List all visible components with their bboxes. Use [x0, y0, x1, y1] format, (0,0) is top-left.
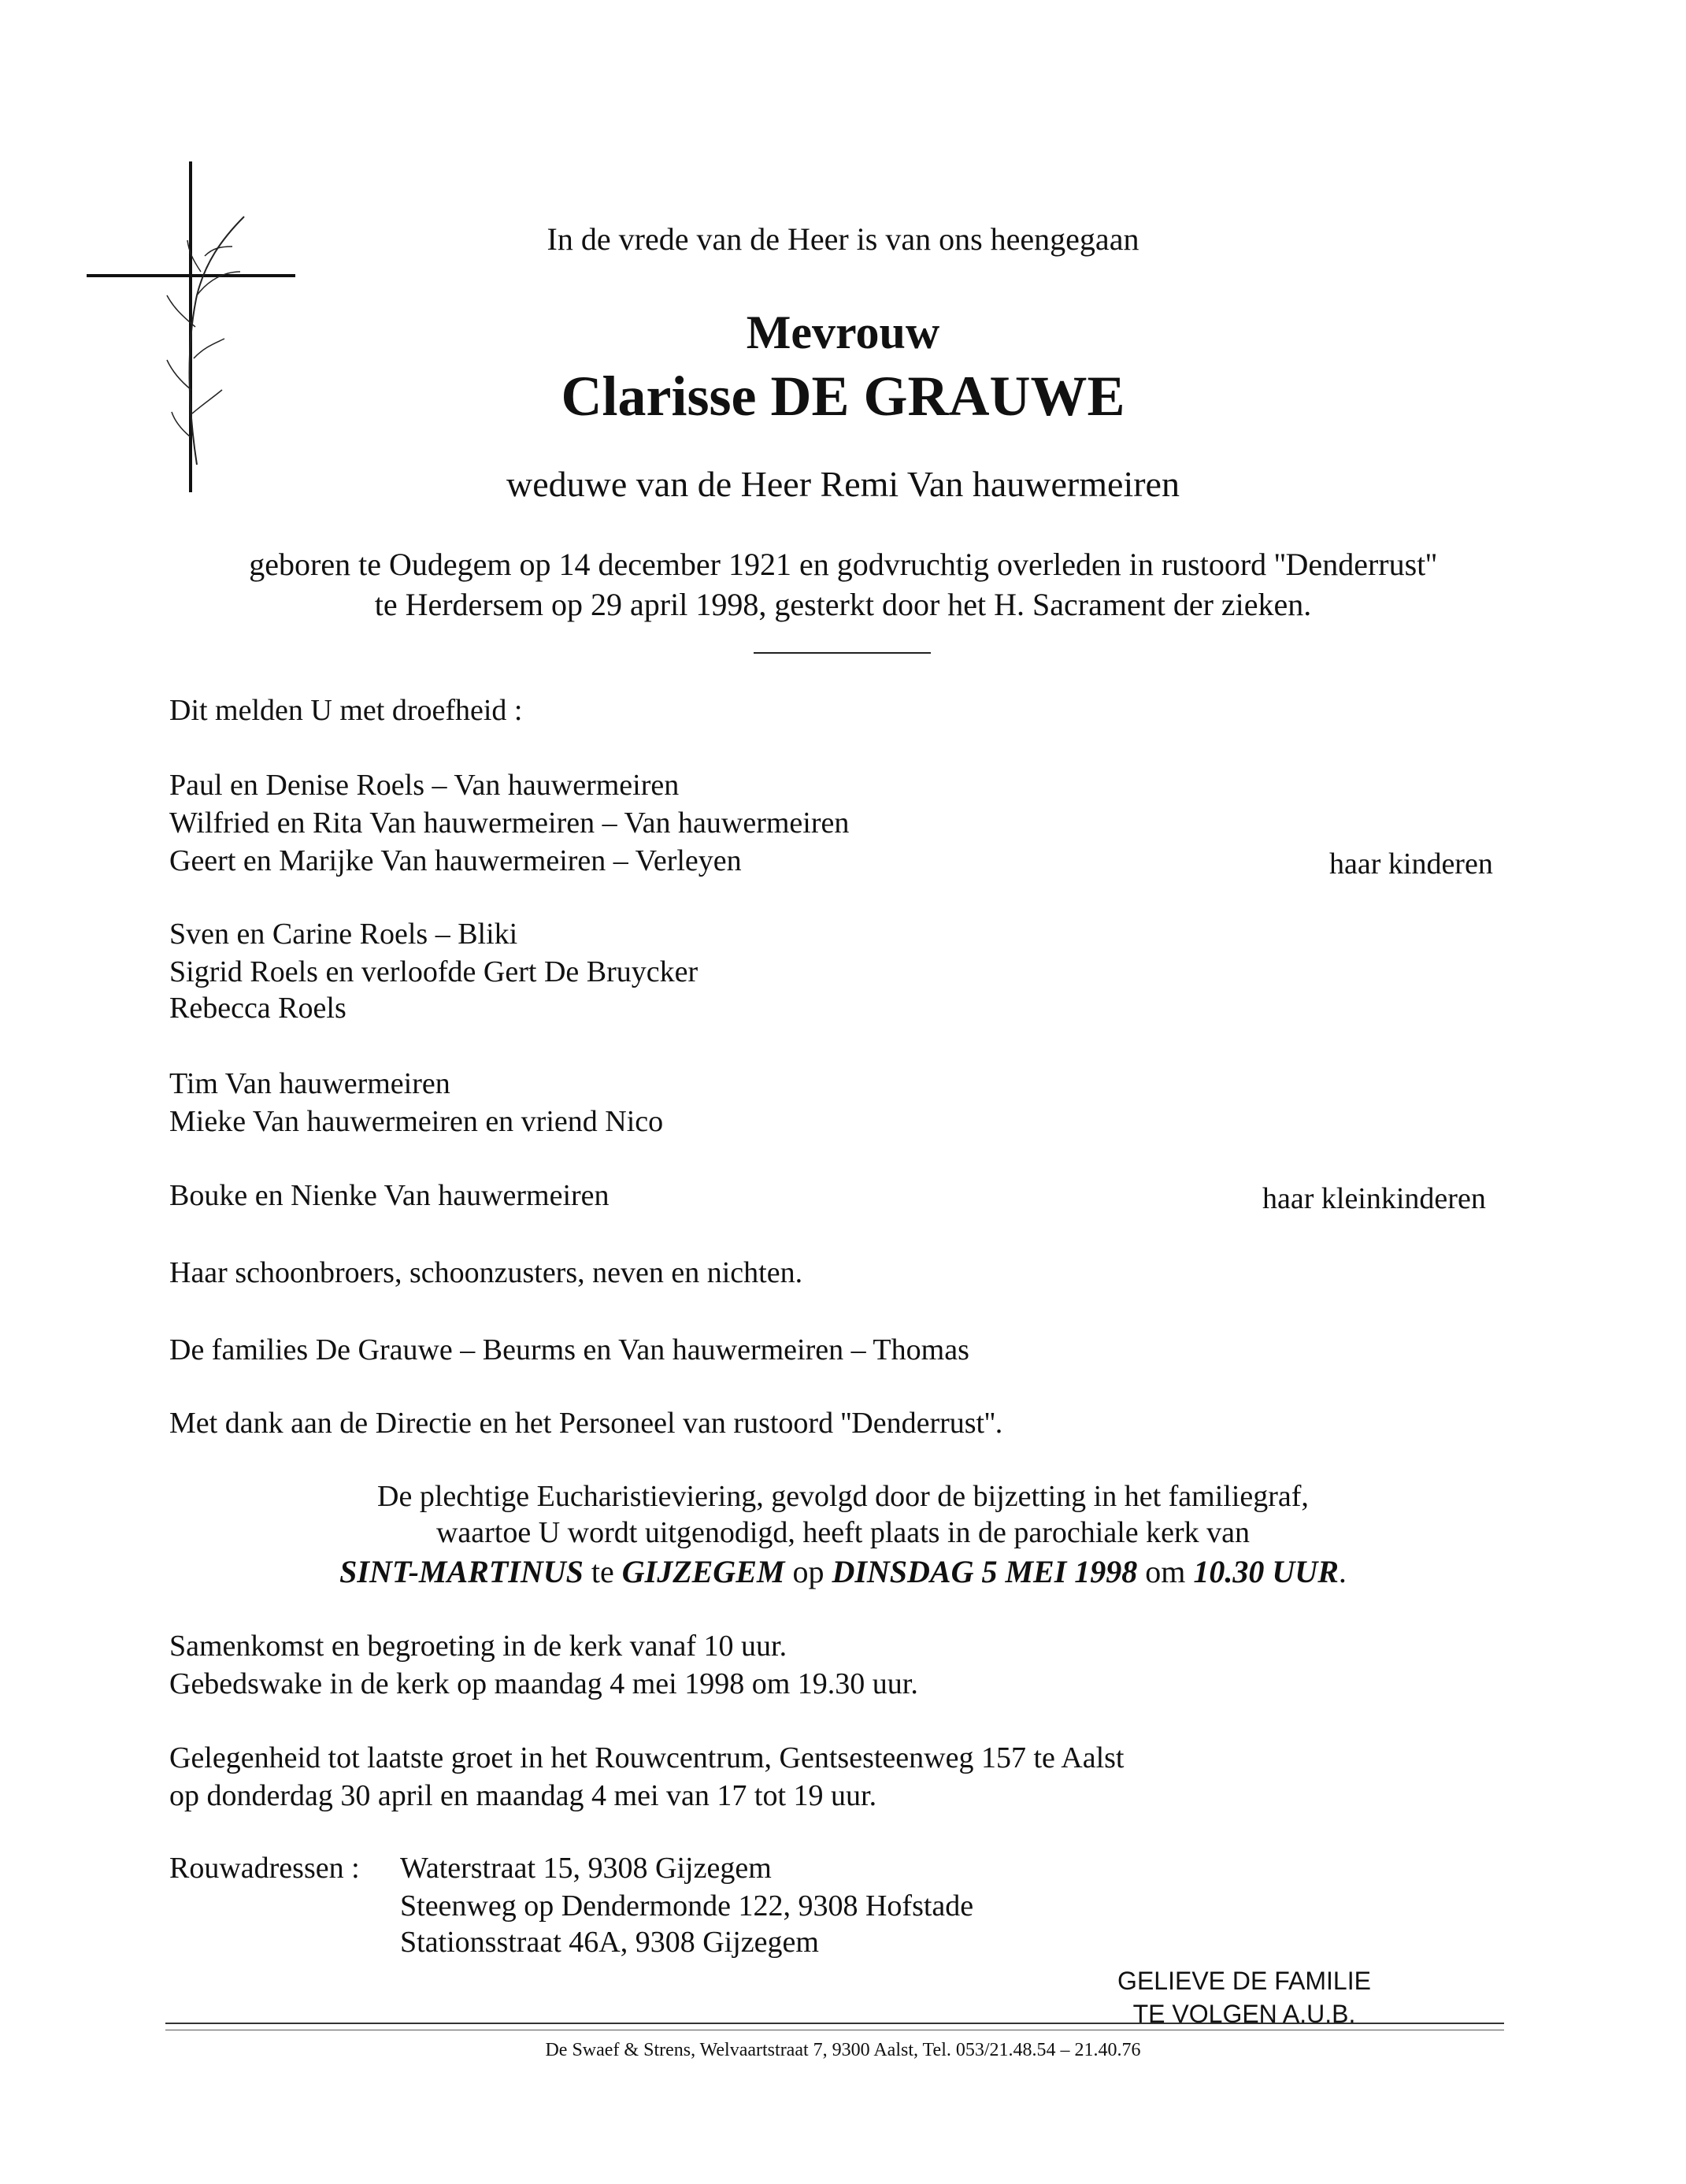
grandchild-line: Bouke en Nienke Van hauwermeiren	[169, 1179, 610, 1212]
notice-line-2: TE VOLGEN A.U.B.	[1132, 2000, 1356, 2028]
grandchild-line: Rebecca Roels	[169, 992, 346, 1025]
service-op: op	[792, 1554, 824, 1589]
address-line: Stationsstraat 46A, 9308 Gijzegem	[400, 1926, 819, 1959]
child-line: Wilfried en Rita Van hauwermeiren – Van hauwermeiren	[169, 806, 850, 840]
gathering-line-2: Gebedswake in de kerk op maandag 4 mei 1998 om 19.30 uur.	[169, 1667, 918, 1700]
birth-death-line-2: te Herdersem op 29 april 1998, gesterkt door het H. Sacrament der zieken.	[374, 587, 1312, 622]
children-label: haar kinderen	[1329, 847, 1493, 881]
service-period: .	[1338, 1554, 1347, 1589]
thanks-line: Met dank aan de Directie en het Personeel van rustoord ''Denderrust''.	[169, 1407, 1003, 1440]
widow-line: weduwe van de Heer Remi Van hauwermeiren	[506, 464, 1180, 504]
announcement: Dit melden U met droefheid :	[169, 694, 523, 727]
grandchild-line: Tim Van hauwermeiren	[169, 1067, 450, 1100]
service-time: 10.30 UUR	[1193, 1554, 1339, 1589]
grandchildren-label: haar kleinkinderen	[1262, 1182, 1486, 1215]
service-date: DINSDAG 5 MEI 1998	[832, 1554, 1138, 1589]
service-te: te	[591, 1554, 614, 1589]
separator-rule	[754, 652, 931, 654]
grandchild-line: Sven en Carine Roels – Bliki	[169, 918, 518, 951]
follow-family-notice	[1102, 1964, 1386, 2030]
service-details	[0, 1553, 1686, 1590]
gathering-line-1: Samenkomst en begroeting in de kerk vanaf 10 uur.	[169, 1630, 787, 1663]
service-place: GIJZEGEM	[621, 1554, 785, 1589]
deceased-name: Clarisse DE GRAUWE	[561, 365, 1125, 428]
birth-death-line-1: geboren te Oudegem op 14 december 1921 en godvruchtig overleden in rustoord ''Denderrust''	[249, 547, 1437, 582]
notice-line-1: GELIEVE DE FAMILIE	[1117, 1967, 1371, 1995]
church-name: SINT-MARTINUS	[339, 1554, 584, 1589]
intro-text: In de vrede van de Heer is van ons heengegaan	[547, 221, 1139, 257]
families-line: De families De Grauwe – Beurms en Van hauwermeiren – Thomas	[169, 1333, 969, 1366]
grandchild-line: Mieke Van hauwermeiren en vriend Nico	[169, 1105, 664, 1138]
child-line: Paul en Denise Roels – Van hauwermeiren	[169, 769, 680, 802]
relatives-line: Haar schoonbroers, schoonzusters, neven en nichten.	[169, 1256, 803, 1289]
address-line: Steenweg op Dendermonde 122, 9308 Hofstade	[400, 1889, 974, 1923]
grandchild-line: Sigrid Roels en verloofde Gert De Bruycker	[169, 955, 698, 988]
service-line-1: De plechtige Eucharistieviering, gevolgd door de bijzetting in het familiegraf,	[377, 1480, 1309, 1513]
viewing-line-1: Gelegenheid tot laatste groet in het Rouwcentrum, Gentsesteenweg 157 te Aalst	[169, 1741, 1125, 1774]
service-line-2: waartoe U wordt uitgenodigd, heeft plaats in de parochiale kerk van	[435, 1516, 1250, 1549]
address-line: Waterstraat 15, 9308 Gijzegem	[400, 1852, 772, 1885]
viewing-line-2: op donderdag 30 april en maandag 4 mei van 17 tot 19 uur.	[169, 1779, 877, 1812]
service-om: om	[1145, 1554, 1186, 1589]
child-line: Geert en Marijke Van hauwermeiren – Verleyen	[169, 844, 742, 877]
honorific: Mevrouw	[746, 306, 940, 358]
addresses-label: Rouwadressen :	[169, 1852, 360, 1885]
footer-rule	[165, 2023, 1504, 2024]
printer-footer: De Swaef & Strens, Welvaartstraat 7, 9300 Aalst, Tel. 053/21.48.54 – 21.40.76	[545, 2040, 1141, 2060]
